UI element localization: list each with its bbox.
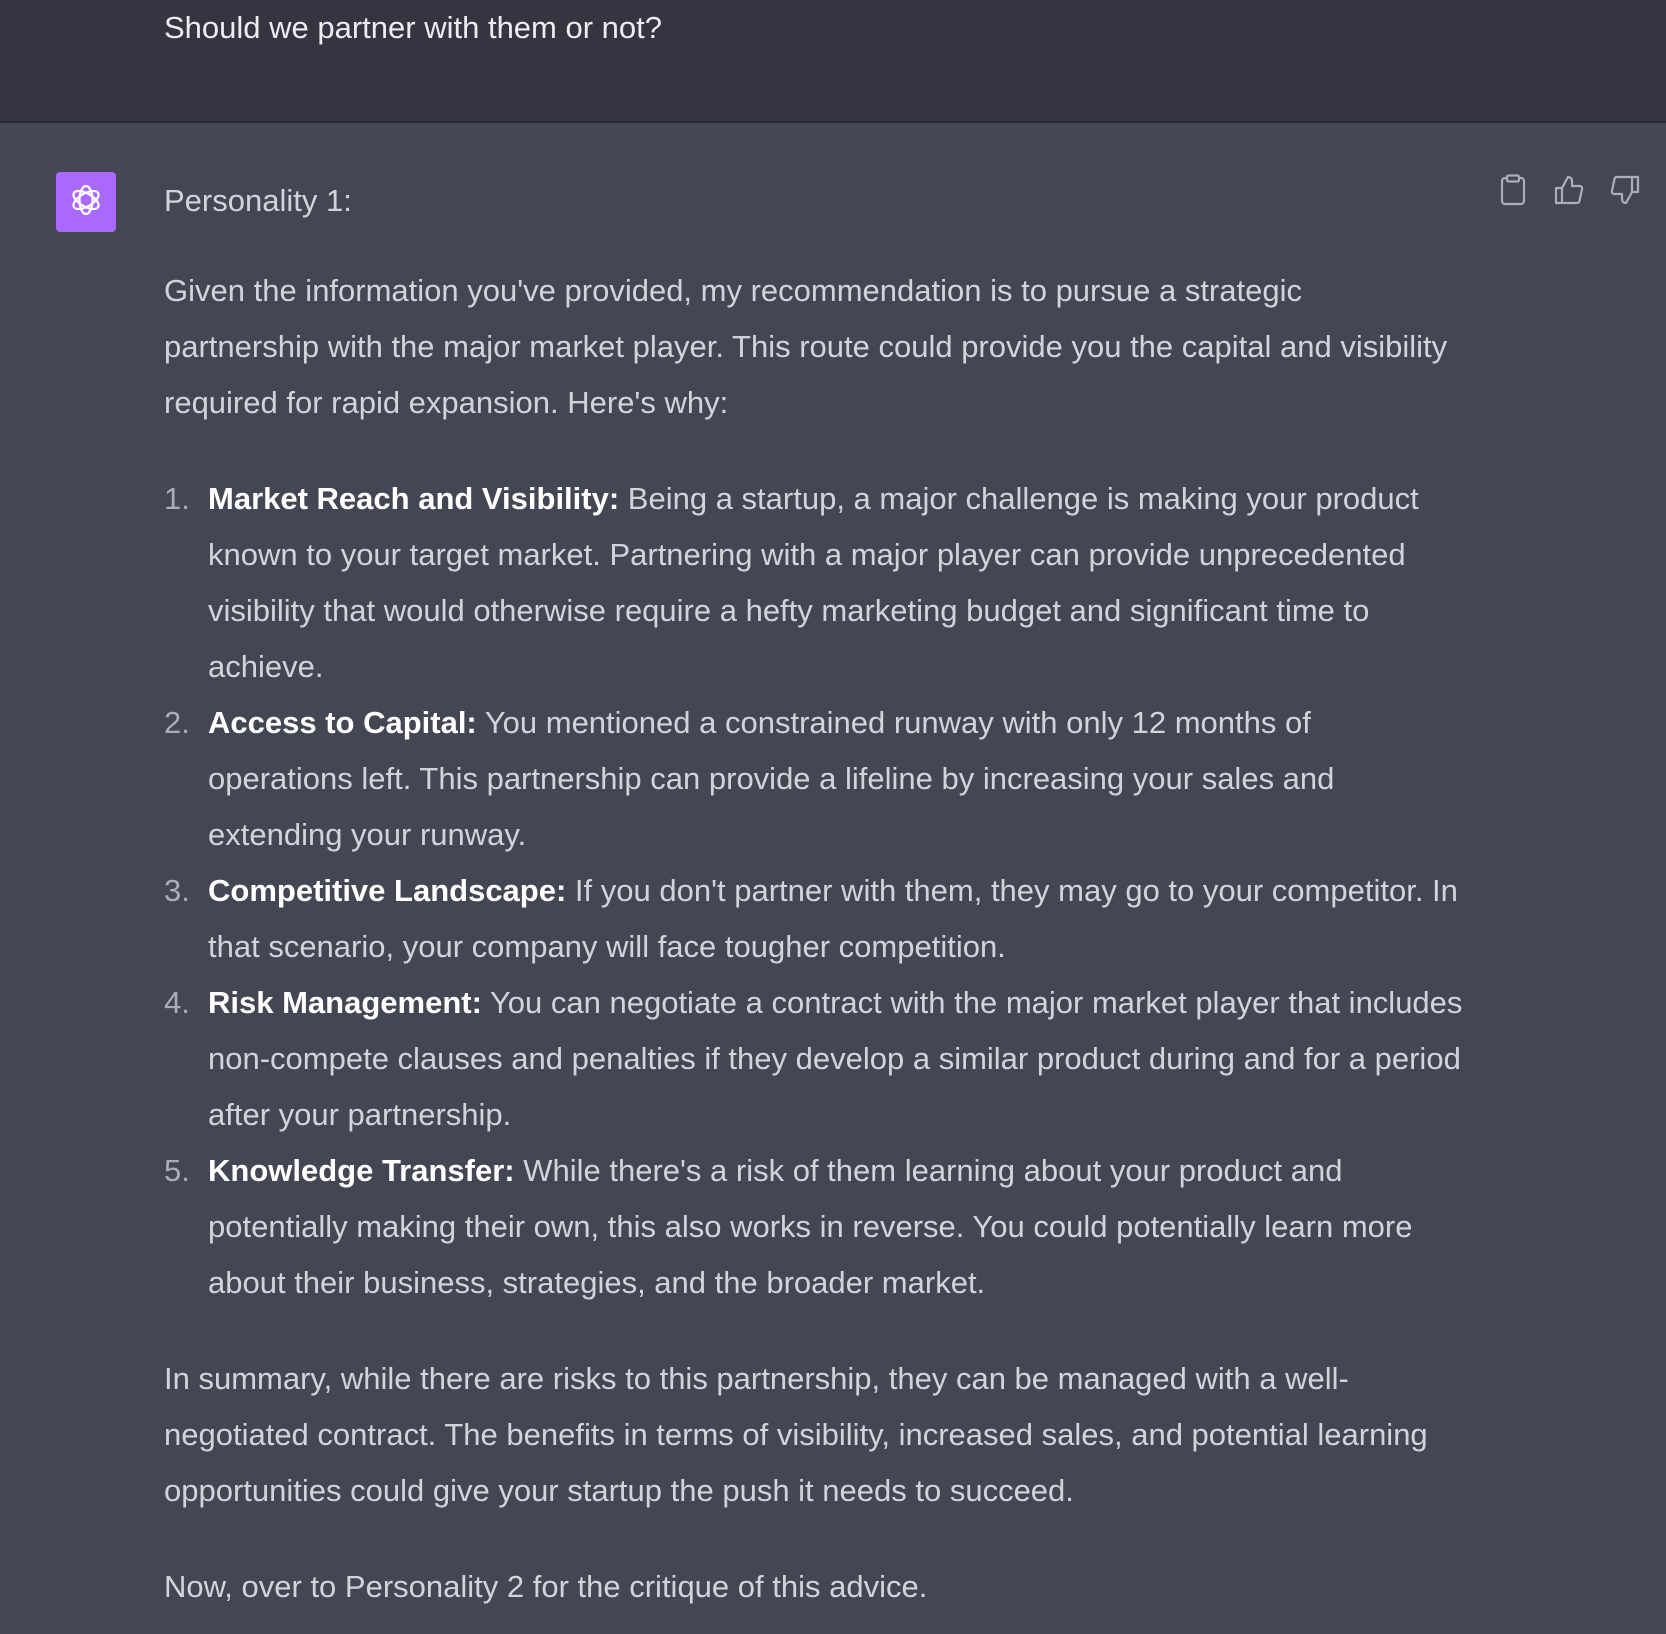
list-item-title: Competitive Landscape:: [208, 873, 567, 908]
response-heading: Personality 1:: [164, 183, 352, 218]
list-item: [164, 975, 1464, 1143]
list-item-number: 4.: [164, 985, 190, 1020]
assistant-message-row: [0, 125, 1666, 1634]
assistant-message-content: [164, 173, 1464, 1615]
reasons-list: [164, 471, 1464, 1311]
list-item-title: Risk Management:: [208, 985, 482, 1020]
list-item-text: If you don't partner with them, they may go to your competitor. In that scenario, your company will face tougher competition.: [208, 873, 1458, 964]
list-item-number: 3.: [164, 873, 190, 908]
openai-logo-icon: [66, 180, 106, 225]
list-item-text: While there's a risk of them learning about your product and potentially making their own, this also works in reverse. You could potentially learn more about their business, strategies, and the broader market.: [208, 1153, 1413, 1300]
assistant-avatar: [56, 172, 116, 232]
list-item-title: Knowledge Transfer:: [208, 1153, 515, 1188]
list-item: [164, 471, 1464, 695]
response-closing: Now, over to Personality 2 for the critique of this advice.: [164, 1569, 928, 1604]
response-intro: Given the information you've provided, my recommendation is to pursue a strategic partnership with the major market player. This route could provide you the capital and visibility required for rapid expansion. Here's why:: [164, 273, 1448, 420]
clipboard-icon: [1499, 174, 1527, 211]
list-item: [164, 863, 1464, 975]
thumbs-up-icon: [1553, 174, 1585, 211]
user-message-row: [0, 0, 1666, 123]
list-item-text: Being a startup, a major challenge is making your product known to your target market. Partnering with a major player can provide unprecedented visibility that would otherwise require a hefty marketing budget and significant time to achieve.: [208, 481, 1419, 684]
list-item-number: 5.: [164, 1153, 190, 1188]
user-message-text: Should we partner with them or not?: [164, 10, 662, 45]
message-actions: [1496, 175, 1642, 209]
thumbs-down-icon: [1609, 174, 1641, 211]
list-item-title: Access to Capital:: [208, 705, 477, 740]
list-item-text: You mentioned a constrained runway with only 12 months of operations left. This partnership can provide a lifeline by increasing your sales and extending your runway.: [208, 705, 1335, 852]
list-item: [164, 695, 1464, 863]
response-summary: In summary, while there are risks to this partnership, they can be managed with a well-negotiated contract. The benefits in terms of visibility, increased sales, and potential learning opportunities could give your startup the push it needs to succeed.: [164, 1361, 1428, 1508]
list-item-text: You can negotiate a contract with the major market player that includes non-compete clauses and penalties if they develop a similar product during and for a period after your partnership.: [208, 985, 1463, 1132]
like-button[interactable]: [1552, 175, 1586, 209]
copy-button[interactable]: [1496, 175, 1530, 209]
dislike-button[interactable]: [1608, 175, 1642, 209]
list-item-title: Market Reach and Visibility:: [208, 481, 620, 516]
list-item-number: 2.: [164, 705, 190, 740]
list-item-number: 1.: [164, 481, 190, 516]
list-item: [164, 1143, 1464, 1311]
